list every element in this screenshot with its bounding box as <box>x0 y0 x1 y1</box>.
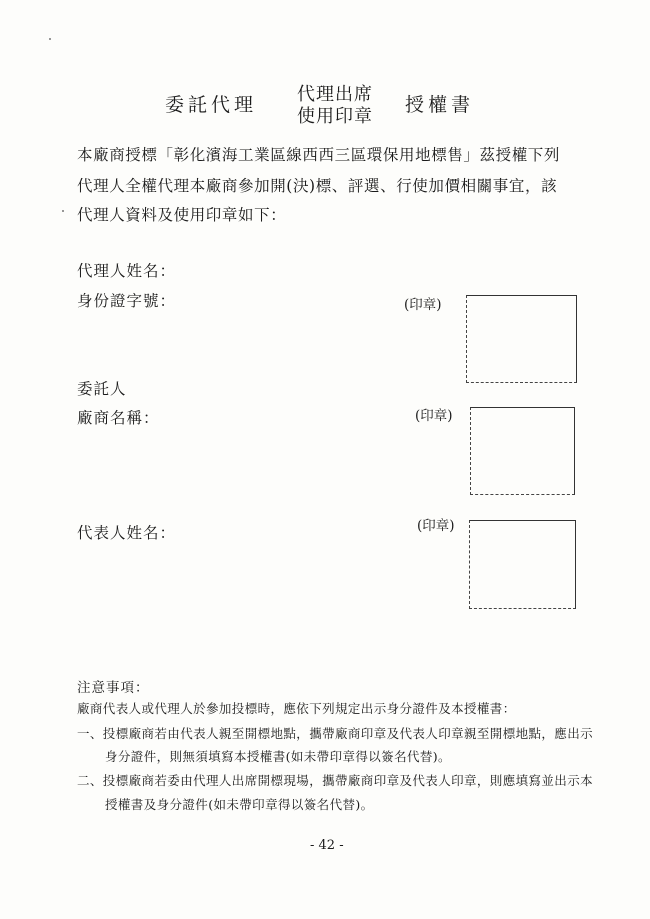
company-seal-label: (印章) <box>415 408 453 424</box>
company-name-label: 廠商名稱： <box>77 409 160 427</box>
notes-intro: 廠商代表人或代理人於參加投標時，應依下列規定出示身分證件及本授權書： <box>77 701 516 716</box>
agent-id-label: 身份證字號： <box>77 292 177 310</box>
note-item-1-line-2: 身分證件，則無須填寫本授權書(如未帶印章得以簽名代替)。 <box>105 749 451 764</box>
rep-name-label: 代表人姓名： <box>77 524 177 542</box>
agent-name-label: 代理人姓名： <box>77 262 177 280</box>
note-item-2-line-2: 授權書及身分證件(如未帶印章得以簽名代替)。 <box>105 797 374 812</box>
paragraph-line-3: 代理人資料及使用印章如下： <box>77 206 287 224</box>
scan-speck <box>49 38 51 40</box>
agent-seal-label: (印章) <box>404 297 442 313</box>
title-left: 委託代理 <box>165 94 258 116</box>
paragraph-line-1: 本廠商授標「彰化濱海工業區線西西三區環保用地標售」茲授權下列 <box>77 146 561 164</box>
note-item-1-line-1: 一、投標廠商若由代表人親至開標地點，攜帶廠商印章及代表人印章親至開標地點，應出示 <box>77 726 594 741</box>
title-stack-bottom: 使用印章 <box>297 106 373 127</box>
page-number: - 42 - <box>310 838 344 853</box>
scan-speck <box>62 210 64 212</box>
rep-seal-label: (印章) <box>417 518 455 534</box>
title-stack <box>297 84 373 128</box>
principal-heading: 委託人 <box>77 380 127 398</box>
paragraph-line-2: 代理人全權代理本廠商參加開(決)標、評選、行使加價相關事宜，該 <box>77 177 558 195</box>
agent-seal-box <box>466 295 577 383</box>
notes-title: 注意事項： <box>77 680 150 696</box>
note-item-2-line-1: 二、投標廠商若委由代理人出席開標現場，攜帶廠商印章及代表人印章，則應填寫並出示本 <box>77 773 594 788</box>
title-right: 授權書 <box>405 94 475 116</box>
rep-seal-box <box>469 520 576 609</box>
company-seal-box <box>470 407 575 495</box>
title-stack-top: 代理出席 <box>297 84 373 105</box>
